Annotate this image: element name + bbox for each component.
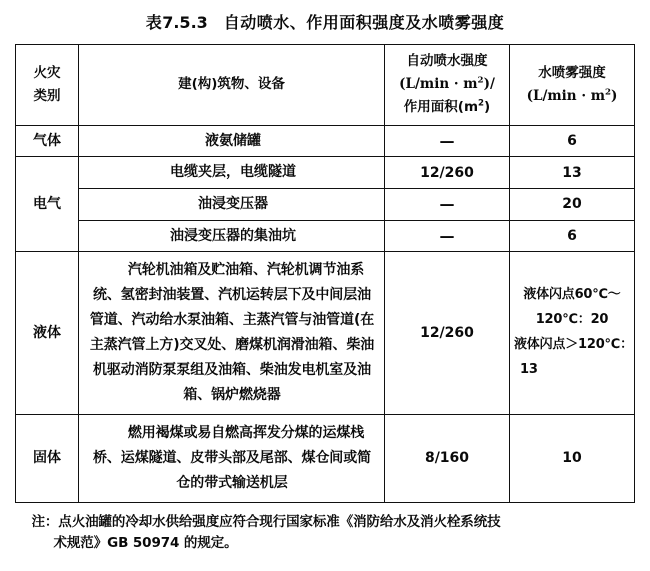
object-solid-coal-facilities: 燃用褐煤或易自燃高挥发分煤的运煤栈桥、运煤隧道、皮带头部及尾部、煤仓间或简仓的带式输送机层 — [79, 414, 385, 502]
spray-value: 12/260 — [385, 157, 510, 189]
table-row — [16, 220, 635, 252]
object-oil-immersed-transformer: 油浸变压器 — [79, 189, 385, 221]
table-title-text: 自动喷水、作用面积强度及水喷雾强度 — [223, 13, 505, 32]
object-liquid-equipment-list: 汽轮机油箱及贮油箱、汽轮机调节油系统、氢密封油装置、汽机运转层下及中间层油管道、汽动给水泵油箱、主蒸汽管与油管道(在主蒸汽管上方)交叉处、磨煤机润滑油箱、柴油机驱动消防泵泵组及油箱、柴油发电机室及油箱、锅炉燃烧器 — [79, 252, 385, 414]
header-mist-line1: 水喷雾强度 — [538, 64, 606, 81]
header-spray-line1: 自动喷水强度 — [406, 53, 488, 69]
object-liquid-ammonia-tank: 液氨储罐 — [79, 125, 385, 157]
mist-value: 20 — [510, 189, 635, 221]
header-spray-line2: $(L/\min \cdot m^2)/$ — [399, 75, 495, 93]
mist-value: 10 — [510, 414, 635, 502]
object-transformer-oil-pit: 油浸变压器的集油坑 — [79, 220, 385, 252]
table-row — [16, 157, 635, 189]
note-line2: 术规范》GB 50974 的规定。 — [53, 535, 238, 552]
header-mist-intensity — [510, 45, 635, 126]
header-spray-line3: 作用面积$(m^2)$ — [403, 98, 491, 116]
table-row — [16, 125, 635, 157]
category-gas: 气体 — [16, 125, 79, 157]
spray-value: — — [385, 189, 510, 221]
spray-value: 8/160 — [385, 414, 510, 502]
mist-value: 6 — [510, 220, 635, 252]
header-category-line2: 类别 — [33, 87, 61, 104]
spec-table — [15, 44, 635, 503]
spray-value: — — [385, 125, 510, 157]
table-row — [16, 414, 635, 502]
table-header-row — [16, 45, 635, 126]
header-spray-intensity — [385, 45, 510, 126]
category-solid: 固体 — [16, 414, 79, 502]
mist-value-flashpoint — [510, 252, 635, 414]
table-row — [16, 189, 635, 221]
mist-value: 13 — [510, 157, 635, 189]
category-liquid: 液体 — [16, 252, 79, 414]
table-title — [0, 0, 650, 44]
header-object: 建(构)筑物、设备 — [79, 45, 385, 126]
category-electrical: 电气 — [16, 157, 79, 252]
spray-value: — — [385, 220, 510, 252]
spray-value: 12/260 — [385, 252, 510, 414]
mist-value: 6 — [510, 125, 635, 157]
mist-line: 120℃：20 — [535, 312, 609, 328]
note-line1: 注：点火油罐的冷却水供给强度应符合现行国家标准《消防给水及消火栓系统技 — [31, 513, 501, 530]
table-row — [16, 252, 635, 414]
header-mist-line2: $(L/\min \cdot m^2)$ — [526, 87, 618, 104]
mist-line: 液体闪点＞120℃： — [514, 337, 633, 353]
table-note — [16, 512, 635, 556]
table-title-prefix: 表 — [145, 13, 163, 32]
header-category — [16, 45, 79, 126]
header-category-line1: 火灾 — [33, 64, 61, 81]
object-cable-layer-tunnel: 电缆夹层，电缆隧道 — [79, 157, 385, 189]
table-title-number: 7.5.3 — [162, 13, 208, 32]
mist-line: 液体闪点60℃～ — [523, 287, 621, 303]
mist-line: 13 — [520, 362, 538, 378]
